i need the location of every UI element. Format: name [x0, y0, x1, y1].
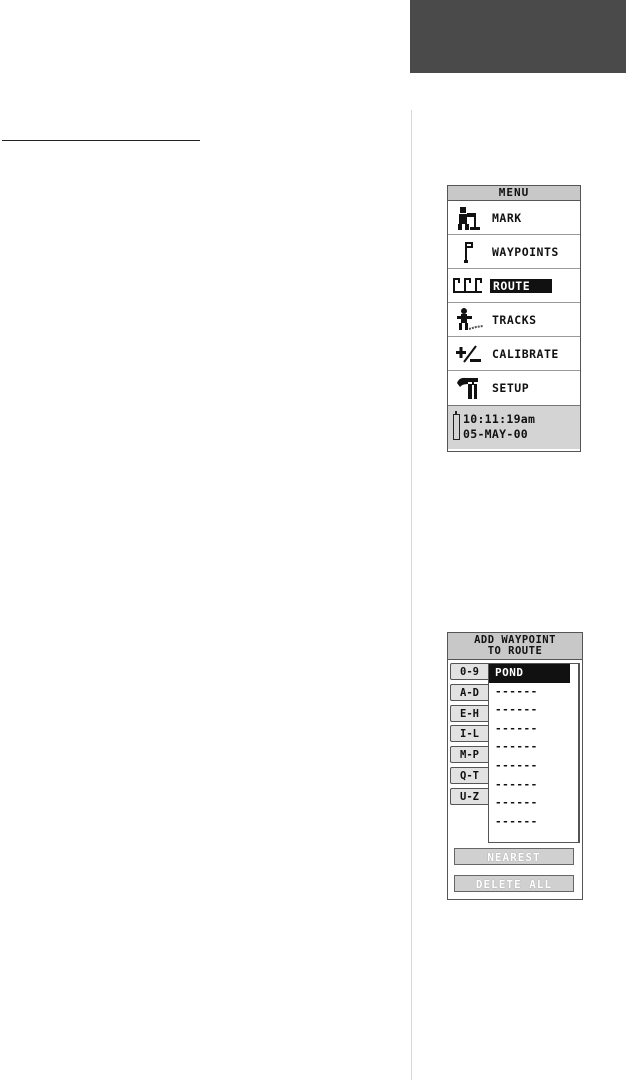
list-item[interactable]: ------: [495, 777, 538, 791]
menu-item-tracks[interactable]: [448, 303, 580, 337]
battery-icon: [453, 414, 460, 440]
list-item[interactable]: ------: [495, 684, 538, 698]
list-item[interactable]: ------: [495, 796, 538, 810]
list-item[interactable]: POND: [489, 664, 570, 683]
tracks-icon: [454, 307, 484, 333]
menu-item-mark[interactable]: [448, 201, 580, 235]
calibrate-icon: [454, 341, 484, 367]
tab-0-9[interactable]: 0-9: [450, 663, 488, 680]
list-item[interactable]: ------: [495, 814, 538, 828]
menu-item-waypoints[interactable]: [448, 235, 580, 269]
route-icon: [452, 273, 486, 299]
add-waypoint-title: [448, 633, 582, 660]
status-time: 10:11:19am: [463, 412, 536, 426]
menu-item-label: TRACKS: [492, 313, 537, 327]
list-item[interactable]: ------: [495, 721, 538, 735]
mark-icon: [454, 205, 484, 231]
title-line-2: TO ROUTE: [487, 645, 543, 657]
section-header-tab: [410, 0, 626, 73]
menu-item-label: CALIBRATE: [492, 347, 559, 361]
tab-e-h[interactable]: E-H: [450, 705, 488, 722]
menu-item-route[interactable]: [448, 269, 580, 303]
menu-item-label: ROUTE: [490, 279, 552, 293]
tab-q-t[interactable]: Q-T: [450, 767, 488, 784]
setup-icon: [454, 375, 484, 401]
tab-i-l[interactable]: I-L: [450, 725, 488, 742]
menu-item-label: MARK: [492, 211, 522, 225]
menu-title: MENU: [448, 186, 580, 201]
alpha-tabs: [450, 663, 488, 809]
status-date: 05-MAY-00: [463, 427, 529, 441]
title-line-1: ADD WAYPOINT: [474, 634, 556, 646]
tab-a-d[interactable]: A-D: [450, 684, 488, 701]
gps-menu-screen: [447, 185, 581, 452]
tab-m-p[interactable]: M-P: [450, 746, 488, 763]
status-text: [463, 412, 535, 442]
column-divider: [411, 110, 412, 1080]
menu-item-label: SETUP: [492, 381, 530, 395]
tab-u-z[interactable]: U-Z: [450, 788, 488, 805]
waypoint-list: [488, 663, 580, 843]
menu-item-label: WAYPOINTS: [492, 245, 559, 259]
list-item[interactable]: ------: [495, 703, 538, 717]
list-item[interactable]: ------: [495, 740, 538, 754]
list-item[interactable]: ------: [495, 758, 538, 772]
menu-item-setup[interactable]: [448, 371, 580, 405]
status-bar: [448, 405, 580, 449]
delete-all-button[interactable]: DELETE ALL: [454, 875, 574, 892]
waypoint-flag-icon: [454, 239, 484, 265]
heading-underline: [2, 140, 200, 141]
menu-item-calibrate[interactable]: [448, 337, 580, 371]
add-waypoint-screen: [447, 632, 583, 900]
nearest-button[interactable]: NEAREST: [454, 848, 574, 865]
